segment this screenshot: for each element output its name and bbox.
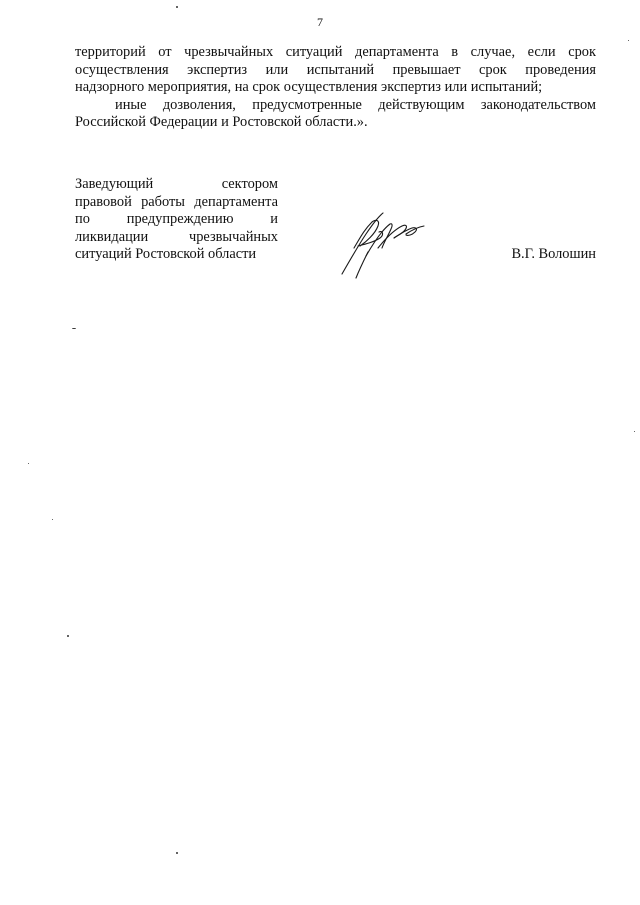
paragraph-line: надзорного мероприятия, на срок осуществления экспертиз или испытаний; — [75, 79, 543, 96]
scan-speck — [67, 635, 69, 637]
page-number: 7 — [317, 15, 323, 29]
paragraph-line: осуществления экспертиз или испытаний превышает срок проведения — [75, 61, 596, 78]
paragraph-line: территорий от чрезвычайных ситуаций департамента в случае, если срок — [75, 44, 596, 60]
position-line: Заведующий сектором — [75, 176, 278, 192]
scan-speck — [176, 852, 178, 854]
scan-speck — [28, 463, 29, 464]
signatory-name: В.Г. Волошин — [511, 246, 596, 262]
signatory-position — [75, 176, 278, 264]
scan-speck — [72, 328, 76, 329]
scan-speck — [176, 6, 178, 8]
scan-speck — [628, 40, 629, 41]
document-body — [75, 44, 596, 132]
paragraph-line: Российской Федерации и Ростовской области.». — [75, 114, 368, 131]
position-line: ликвидации чрезвычайных — [75, 228, 278, 245]
position-line: ситуаций Ростовской области — [75, 246, 257, 263]
position-line: по предупреждению и — [75, 211, 278, 228]
scan-speck — [634, 431, 635, 432]
handwritten-signature — [336, 208, 432, 280]
position-line: правовой работы департамента — [75, 193, 278, 210]
paragraph-line: иные дозволения, предусмотренные действующим законодательством — [115, 96, 596, 113]
scan-speck — [52, 519, 53, 520]
